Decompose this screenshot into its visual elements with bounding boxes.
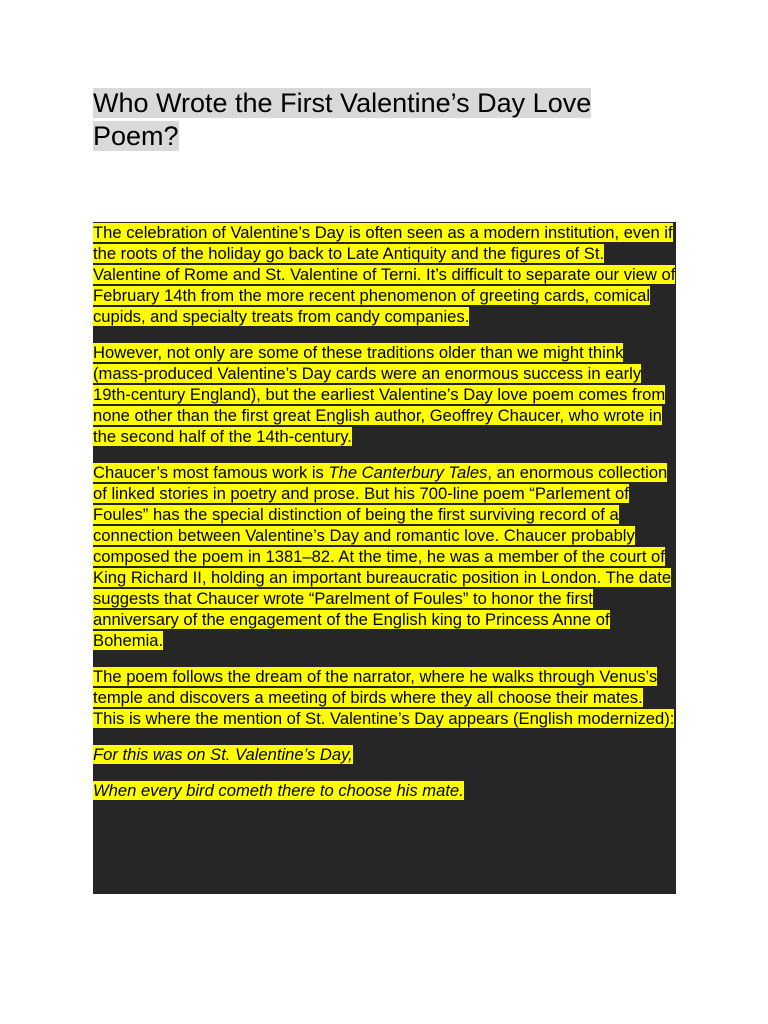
paragraph-1 (93, 222, 676, 327)
verse-line-2 (93, 780, 676, 801)
verse-line-1-text: For this was on St. Valentine’s Day, (93, 745, 353, 764)
paragraph-1-text: The celebration of Valentine’s Day is often seen as a modern institution, even if the roots of the holiday go back to Late Antiquity and the figures of St. Valentine of Rome and St. Valentine of Terni. It’s difficult to separate our view of February 14th from the more recent phenomenon of greeting cards, comical cupids, and specialty treats from candy companies. (93, 223, 676, 326)
paragraph-3-lead: Chaucer’s most famous work is (93, 463, 329, 482)
paragraph-2-text: However, not only are some of these traditions older than we might think (mass-produced Valentine’s Day cards were an enormous success in early 19th-century England), but the earliest Valentine’s Day love poem comes from none other than the first great English author, Geoffrey Chaucer, who wrote in the second half of the 14th-century. (93, 343, 666, 446)
book-title-italic: The Canterbury Tales (328, 463, 488, 482)
paragraph-2 (93, 342, 676, 447)
paragraph-4 (93, 666, 676, 729)
title-text: Who Wrote the First Valentine’s Day Love Poem? (93, 88, 592, 151)
page-title (93, 87, 673, 153)
paragraph-4-text: The poem follows the dream of the narrator, where he walks through Venus’s temple and discovers a meeting of birds where they all choose their mates. This is where the mention of St. Valentine’s Day appears (English modernized): (93, 667, 675, 728)
paragraph-3 (93, 462, 676, 651)
verse-line-1 (93, 744, 676, 765)
verse-line-2-text: When every bird cometh there to choose his mate. (93, 781, 464, 800)
article-body (93, 222, 676, 816)
paragraph-3-rest: , an enormous collection of linked stories in poetry and prose. But his 700-line poem “Parlement of Foules” has the special distinction of being the first surviving record of a connection between Valentine’s Day and romantic love. Chaucer probably composed the poem in 1381–82. At the time, he was a member of the court of King Richard II, holding an important bureaucratic position in London. The date suggests that Chaucer wrote “Parelment of Foules” to honor the first anniversary of the engagement of the English king to Princess Anne of Bohemia. (93, 463, 672, 650)
